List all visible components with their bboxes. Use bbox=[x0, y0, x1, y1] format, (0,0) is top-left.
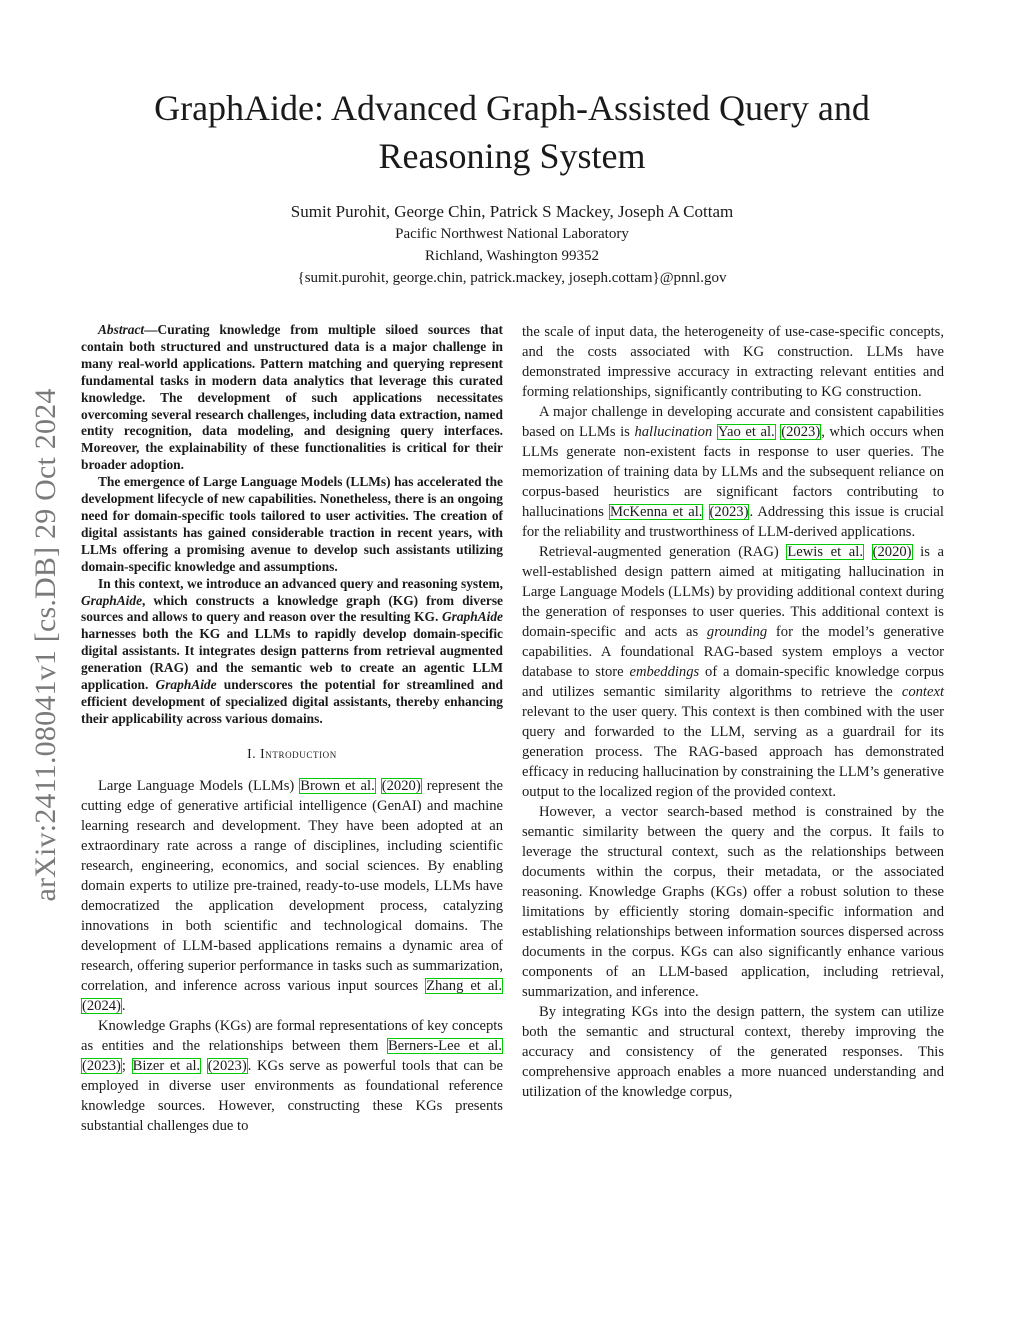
citation-year-link[interactable]: (2023) bbox=[781, 424, 821, 440]
citation-link-lewis[interactable]: Lewis et al. bbox=[787, 544, 863, 560]
citation-year-link[interactable]: (2024) bbox=[82, 997, 121, 1014]
abstract-paragraph-1 bbox=[81, 322, 503, 474]
left-body-text bbox=[81, 776, 503, 1136]
system-name: GraphAide bbox=[155, 677, 217, 693]
right-column bbox=[522, 322, 944, 1102]
emphasis: hallucination bbox=[634, 424, 713, 440]
citation-link-mckenna[interactable]: McKenna et al. bbox=[609, 504, 703, 520]
system-name: GraphAide bbox=[441, 609, 503, 625]
text-span: relevant to the user query. This context is then combined with the user query and forwarded to the LLM, serving as a guardrail for its generation process. The RAG-based approach has demonstrated efficacy in reducing hallucination by constraining the LLM’s generative output to the localized region of the provided context. bbox=[522, 704, 944, 800]
abstract-p3-c: harnesses both the KG and LLMs to rapidly develop domain-specific digital assistants. It integrates design patterns from retrieval augmented generation (RAG) and the semantic web to create an agentic LLM application. bbox=[81, 626, 503, 693]
abstract-label: Abstract bbox=[98, 322, 145, 337]
text-span: of a domain-specific knowledge corpus and utilizes semantic similarity algorithms to retrieve the bbox=[522, 664, 944, 700]
author-emails: {sumit.purohit, george.chin, patrick.mackey, joseph.cottam}@pnnl.gov bbox=[297, 270, 727, 286]
citation-year-link[interactable]: (2020) bbox=[381, 777, 421, 794]
emphasis: embeddings bbox=[629, 664, 700, 680]
text-span: . Addressing this issue is crucial for the reliability and trustworthiness of LLM-derived applications. bbox=[522, 504, 944, 540]
author-block bbox=[80, 201, 944, 289]
abstract bbox=[81, 322, 503, 728]
paper-title: GraphAide: Advanced Graph-Assisted Query and Reasoning System bbox=[154, 88, 870, 176]
abstract-paragraph-3 bbox=[81, 576, 503, 728]
text-span: , which occurs when LLMs generate non-existent facts in response to user queries. The memorization of training data by LLMs and the subsequent reliance on corpus-based heuristics are significant factors contributing to hallucinations bbox=[522, 424, 944, 520]
text-span: . KGs serve as powerful tools that can be employed in diverse user environments as foundational reference knowledge sources. However, constructing these KGs presents substantial challenges due to bbox=[81, 1057, 504, 1134]
intro-paragraph-5: However, a vector search-based method is constrained by the semantic similarity between the query and the corpus. It fails to leverage the structural context, such as the relationships between documents within the corpus, their metadata, or the associated reasoning. Knowledge Graphs (KGs) offer a robust solution to these limitations by efficiently storing domain-specific information and establishing relationships between information sources dispersed across documents in the corpus. KGs can also significantly enhance various components of an LLM-based application, including retrieval, summarization, and inference. bbox=[522, 804, 944, 1000]
citation-year-link[interactable]: (2023) bbox=[207, 1057, 247, 1074]
text-span: is a well-established design pattern aimed at mitigating hallucination in Large Language Models (LLMs) by providing additional context during the generation of responses to user queries. This additional context is domain-specific and acts as bbox=[522, 544, 944, 640]
abstract-p1-text: Curating knowledge from multiple siloed sources that contain both structured and unstructured data is a major challenge in many real-world applications. Pattern matching and querying represent fundamental tasks in modern data analytics that leverage this curated knowledge. The development of such applications necessitates overcoming several research challenges, including data extraction, named entity recognition, data modeling, and designing query interfaces. Moreover, the explainability of these functionalities is critical for their broader adoption. bbox=[81, 322, 503, 473]
text-span: Large Language Models (LLMs) bbox=[98, 777, 300, 794]
intro-paragraph-6: By integrating KGs into the design pattern, the system can utilize both the semantic and structural context, thereby improving the accuracy and consistency of the generated responses. This comprehensive approach enables a more nuanced understanding and utilization of the knowledge corpus, bbox=[522, 1004, 944, 1100]
author-names: Sumit Purohit, George Chin, Patrick S Mackey, Joseph A Cottam bbox=[290, 202, 734, 221]
address: Richland, Washington 99352 bbox=[425, 248, 599, 264]
text-span: A major challenge in developing accurate and consistent capabilities based on LLMs is bbox=[522, 404, 944, 440]
text-span: ; bbox=[121, 1057, 132, 1074]
intro-paragraph-1 bbox=[81, 776, 503, 1016]
section-heading-introduction: I. Introduction bbox=[247, 745, 337, 761]
citation-link-yao[interactable]: Yao et al. bbox=[717, 424, 775, 440]
abstract-p3-d: underscores the potential for streamlined and efficient development of specialized digital assistants, thereby enhancing their applicability across various domains. bbox=[81, 677, 503, 726]
left-column bbox=[81, 322, 503, 1136]
intro-paragraph-4 bbox=[522, 542, 944, 802]
intro-paragraph-2 bbox=[81, 1016, 503, 1136]
emphasis: context bbox=[901, 684, 944, 700]
emphasis: grounding bbox=[706, 624, 768, 640]
citation-year-link[interactable]: (2023) bbox=[709, 504, 749, 520]
text-span: Knowledge Graphs (KGs) are formal representations of key concepts as entities and the relationships between them bbox=[81, 1017, 503, 1054]
text-span: represent the cutting edge of generative artificial intelligence (GenAI) and machine learning research and development. They have been adopted at an extraordinary rate across a range of disciplines, including scientific research, engineering, economics, and social sciences. By enabling domain experts to utilize pre-trained, ready-to-use models, LLMs have democratized the application development process, catalyzing innovations in both scientific and technological domains. The development of LLM-based applications remains a dynamic area of research, offering superior performance in tasks such as summarization, correlation, and inference across various input sources bbox=[81, 777, 503, 994]
intro-paragraph-3 bbox=[522, 402, 944, 542]
text-span: for the model’s generative capabilities. A foundational RAG-based system employs a vector database to store bbox=[522, 624, 944, 680]
affiliation: Pacific Northwest National Laboratory bbox=[395, 226, 629, 242]
text-span: . bbox=[121, 997, 126, 1014]
intro-paragraph-continued: the scale of input data, the heterogeneity of use-case-specific concepts, and the costs associated with KG construction. LLMs have demonstrated impressive accuracy in extracting relevant entities and forming relationships, significantly contributing to KG construction. bbox=[522, 324, 944, 400]
abstract-dash: — bbox=[144, 322, 158, 337]
citation-year-link[interactable]: (2023) bbox=[82, 1057, 121, 1074]
citation-link-bizer[interactable]: Bizer et al. bbox=[132, 1057, 201, 1074]
text-span: Retrieval-augmented generation (RAG) bbox=[539, 544, 787, 560]
abstract-p3-b: , which constructs a knowledge graph (KG) from diverse sources and allows to query and reason over the resulting KG. bbox=[81, 592, 503, 625]
system-name: GraphAide bbox=[81, 592, 143, 608]
citation-link-berners-lee[interactable]: Berners-Lee et al. bbox=[387, 1037, 503, 1054]
citation-year-link[interactable]: (2020) bbox=[872, 544, 912, 560]
abstract-paragraph-2: The emergence of Large Language Models (LLMs) has accelerated the development lifecycle of new capabilities. Nonetheless, there is an ongoing need for domain-specific tools tailored to user activities. The creation of digital assistants has gained considerable traction in recent years, with LLMs offering a promising avenue to develop such assistants utilizing domain-specific knowledge and assumptions. bbox=[81, 474, 503, 574]
citation-link-zhang[interactable]: Zhang et al. bbox=[426, 977, 502, 994]
citation-link-brown[interactable]: Brown et al. bbox=[300, 777, 375, 794]
abstract-p3-a: In this context, we introduce an advanced query and reasoning system, bbox=[98, 575, 503, 591]
arxiv-identifier: arXiv:2411.08041v1 [cs.DB] 29 Oct 2024 bbox=[29, 388, 62, 902]
